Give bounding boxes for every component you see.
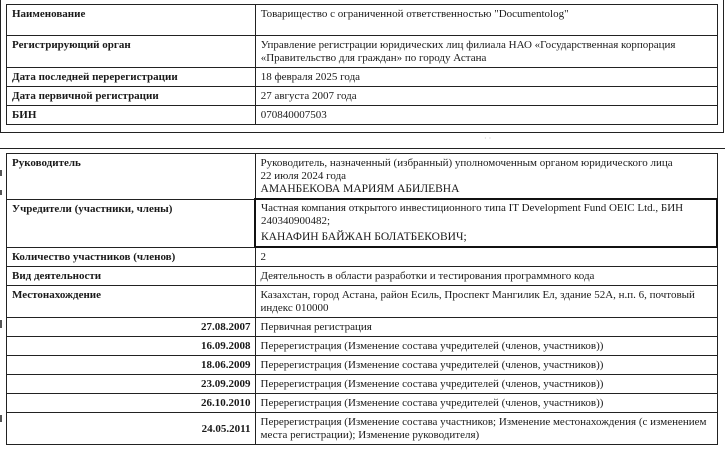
history-event: Первичная регистрация: [255, 318, 717, 337]
founders-label: Учредители (участники, члены): [7, 199, 256, 247]
table-row: [7, 87, 718, 106]
head-date: 22 июля 2024 года: [260, 170, 347, 182]
registering-body-value: Управление регистрации юридических лиц филиала НАО «Государственная корпорация «Правительство для граждан» по городу Астана: [255, 36, 717, 68]
history-event: Перерегистрация (Изменение состава учредителей (членов, участников)): [255, 394, 717, 413]
head-value: [255, 154, 717, 200]
history-date: 16.09.2008: [7, 337, 256, 356]
page-artifact: · ·: [484, 134, 492, 143]
history-event: Перерегистрация (Изменение состава учредителей (членов, участников)): [255, 375, 717, 394]
table-row: [7, 36, 718, 68]
left-margin-marks: [0, 160, 3, 440]
history-row: [7, 375, 718, 394]
activity-label: Вид деятельности: [7, 267, 256, 286]
name-value: Товарищество с ограниченной ответственностью "Documentolog": [255, 5, 717, 36]
registration-info-table: [6, 4, 718, 125]
table-row: [7, 247, 718, 267]
history-date: 27.08.2007: [7, 318, 256, 337]
table-row: [7, 5, 718, 36]
name-label: Наименование: [7, 5, 256, 36]
history-event: Перерегистрация (Изменение состава учредителей (членов, участников)): [255, 337, 717, 356]
history-date: 26.10.2010: [7, 394, 256, 413]
head-name: АМАНБЕКОВА МАРИЯМ АБИЛЕВНА: [260, 183, 460, 195]
head-label: Руководитель: [7, 154, 256, 200]
history-event: Перерегистрация (Изменение состава учредителей (членов, участников)): [255, 356, 717, 375]
table-row: [7, 286, 718, 318]
history-row: [7, 413, 718, 445]
history-date: 18.06.2009: [7, 356, 256, 375]
table-row: [7, 154, 718, 200]
table-row: [7, 267, 718, 286]
history-row: [7, 318, 718, 337]
last-reregistration-value: 18 февраля 2025 года: [255, 68, 717, 87]
founder-item: Частная компания открытого инвестиционного типа IT Development Fund OEIC Ltd., БИН 240340900482;: [261, 202, 684, 227]
section-divider: [0, 148, 725, 149]
first-registration-value: 27 августа 2007 года: [255, 87, 717, 106]
head-role: Руководитель, назначенный (избранный) уполномоченным органом юридического лица: [260, 157, 673, 169]
table-row: [7, 199, 718, 247]
bin-value: 070840007503: [255, 106, 717, 125]
location-label: Местонахождение: [7, 286, 256, 318]
company-details-table: [6, 153, 718, 445]
participants-count-value: 2: [255, 247, 717, 267]
founders-value: [255, 199, 717, 247]
first-registration-label: Дата первичной регистрации: [7, 87, 256, 106]
history-row: [7, 337, 718, 356]
history-row: [7, 356, 718, 375]
table-row: [7, 68, 718, 87]
activity-value: Деятельность в области разработки и тестирования программного кода: [255, 267, 717, 286]
table-row: [7, 106, 718, 125]
bin-label: БИН: [7, 106, 256, 125]
history-date: 23.09.2009: [7, 375, 256, 394]
history-event: Перерегистрация (Изменение состава участников; Изменение местонахождения (с изменением места регистрации); Изменение руководителя): [255, 413, 717, 445]
registering-body-label: Регистрирующий орган: [7, 36, 256, 68]
participants-count-label: Количество участников (членов): [7, 247, 256, 267]
location-value: Казахстан, город Астана, район Есиль, Проспект Мангилик Ел, здание 52А, н.п. 6, почтовый индекс 010000: [255, 286, 717, 318]
history-date: 24.05.2011: [7, 413, 256, 445]
last-reregistration-label: Дата последней перерегистрации: [7, 68, 256, 87]
history-row: [7, 394, 718, 413]
founder-item: КАНАФИН БАЙЖАН БОЛАТБЕКОВИЧ;: [261, 231, 467, 243]
